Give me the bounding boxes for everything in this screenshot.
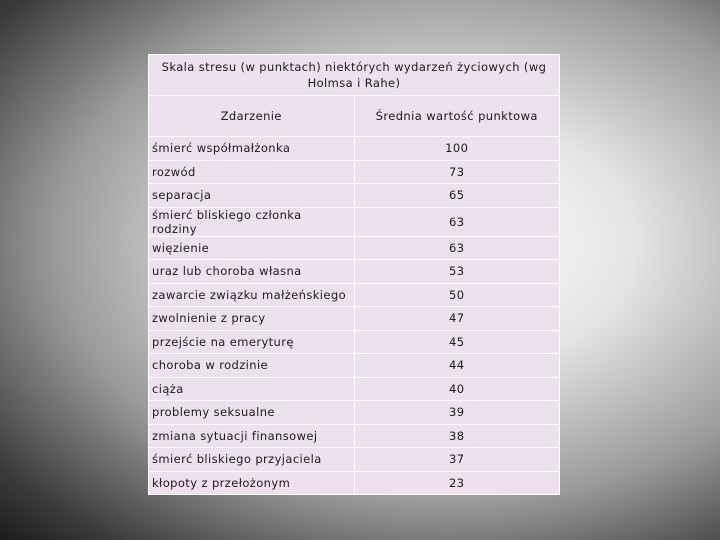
event-cell: zwolnienie z pracy bbox=[149, 307, 355, 331]
event-cell: więzienie bbox=[149, 236, 355, 260]
event-cell: zmiana sytuacji finansowej bbox=[149, 424, 355, 448]
score-cell: 100 bbox=[354, 137, 560, 161]
event-cell: problemy seksualne bbox=[149, 401, 355, 425]
score-cell: 23 bbox=[354, 471, 560, 495]
table-row bbox=[149, 330, 560, 354]
table-row bbox=[149, 307, 560, 331]
table-header-row bbox=[149, 96, 560, 137]
table-row bbox=[149, 377, 560, 401]
table-row bbox=[149, 448, 560, 472]
table-row bbox=[149, 236, 560, 260]
event-cell: choroba w rodzinie bbox=[149, 354, 355, 378]
table-title: Skala stresu (w punktach) niektórych wydarzeń życiowych (wg Holmsa i Rahe) bbox=[149, 55, 560, 96]
score-cell: 73 bbox=[354, 160, 560, 184]
table-row bbox=[149, 424, 560, 448]
event-cell: śmierć bliskiego przyjaciela bbox=[149, 448, 355, 472]
stress-scale-table bbox=[148, 54, 560, 495]
table-row bbox=[149, 160, 560, 184]
event-cell: separacja bbox=[149, 184, 355, 208]
score-cell: 63 bbox=[354, 207, 560, 236]
score-cell: 39 bbox=[354, 401, 560, 425]
event-cell: uraz lub choroba własna bbox=[149, 260, 355, 284]
score-cell: 53 bbox=[354, 260, 560, 284]
score-cell: 40 bbox=[354, 377, 560, 401]
score-cell: 65 bbox=[354, 184, 560, 208]
table-row bbox=[149, 401, 560, 425]
table-row bbox=[149, 471, 560, 495]
column-header-score: Średnia wartość punktowa bbox=[354, 96, 560, 137]
table-row bbox=[149, 354, 560, 378]
event-cell: rozwód bbox=[149, 160, 355, 184]
column-header-event: Zdarzenie bbox=[149, 96, 355, 137]
table-title-row bbox=[149, 55, 560, 96]
score-cell: 44 bbox=[354, 354, 560, 378]
event-cell: zawarcie związku małżeńskiego bbox=[149, 283, 355, 307]
table-row bbox=[149, 184, 560, 208]
score-cell: 50 bbox=[354, 283, 560, 307]
table-row bbox=[149, 137, 560, 161]
event-cell: śmierć bliskiego członka rodziny bbox=[149, 207, 355, 236]
score-cell: 37 bbox=[354, 448, 560, 472]
score-cell: 47 bbox=[354, 307, 560, 331]
score-cell: 45 bbox=[354, 330, 560, 354]
table-row bbox=[149, 260, 560, 284]
event-cell: przejście na emeryturę bbox=[149, 330, 355, 354]
score-cell: 63 bbox=[354, 236, 560, 260]
score-cell: 38 bbox=[354, 424, 560, 448]
event-cell: kłopoty z przełożonym bbox=[149, 471, 355, 495]
table-row bbox=[149, 283, 560, 307]
event-cell: ciąża bbox=[149, 377, 355, 401]
table-row bbox=[149, 207, 560, 236]
event-cell: śmierć współmałżonka bbox=[149, 137, 355, 161]
